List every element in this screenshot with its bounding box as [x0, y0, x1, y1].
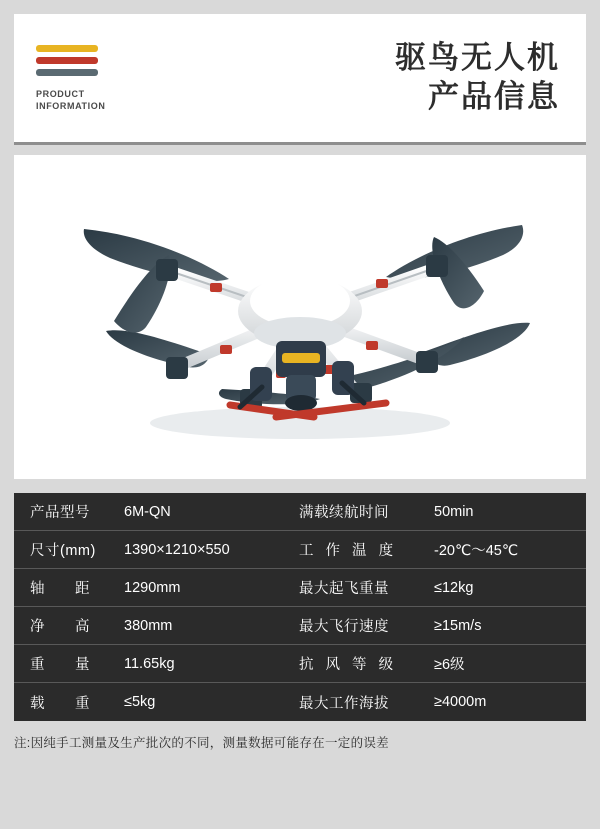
spec-value: 1290mm	[124, 579, 181, 596]
logo-bar-red	[36, 57, 98, 64]
spec-value: 50min	[434, 503, 474, 520]
spec-label: 载 重	[30, 695, 90, 712]
header-divider	[14, 142, 586, 145]
logo-bar-gray	[36, 69, 98, 76]
table-row	[14, 493, 586, 531]
logo-label-line2: INFORMATION	[36, 100, 106, 111]
title-line2: 产品信息	[428, 79, 560, 114]
spec-label: 重 量	[30, 657, 90, 673]
drone-illustration	[14, 155, 586, 479]
product-photo	[14, 155, 586, 479]
spec-label: 抗 风 等 级	[299, 657, 398, 673]
logo-bar-yellow	[36, 45, 98, 52]
spec-label: 轴 距	[30, 581, 90, 597]
table-row	[14, 645, 586, 683]
table-row	[14, 569, 586, 607]
spec-value: ≥6级	[434, 657, 465, 673]
page-header	[14, 14, 586, 142]
spec-label: 净 高	[30, 619, 90, 635]
table-row	[14, 531, 586, 569]
specification-table	[14, 493, 586, 721]
spec-value: 380mm	[124, 617, 173, 634]
logo-block	[14, 45, 184, 112]
page-title	[184, 39, 586, 117]
spec-value: ≤12kg	[434, 579, 474, 596]
logo-label	[36, 88, 184, 112]
spec-value: ≥4000m	[434, 694, 487, 710]
spec-value: 6M-QN	[124, 503, 171, 520]
spec-label: 最大起飞重量	[299, 581, 389, 597]
table-row	[14, 607, 586, 645]
spec-label: 产品型号	[30, 505, 90, 521]
table-row	[14, 683, 586, 721]
spec-label: 最大飞行速度	[299, 619, 389, 635]
logo-label-line1: PRODUCT	[36, 88, 85, 99]
spec-value: ≥15m/s	[434, 617, 482, 634]
logo-bars-icon	[36, 45, 98, 76]
spec-value: ≤5kg	[124, 694, 156, 710]
measurement-note: 注:因纯手工测量及生产批次的不同，测量数据可能存在一定的误差	[14, 736, 389, 750]
spec-value: -20℃～45℃	[434, 543, 519, 559]
spec-label: 工 作 温 度	[299, 543, 398, 559]
spec-value: 11.65kg	[124, 655, 175, 672]
spec-label: 尺寸(mm)	[30, 543, 96, 559]
spec-label: 满载续航时间	[299, 505, 389, 521]
title-line1: 驱鸟无人机	[395, 40, 560, 75]
spec-label: 最大工作海拔	[299, 695, 389, 712]
spec-value: 1390×1210×550	[124, 541, 230, 558]
